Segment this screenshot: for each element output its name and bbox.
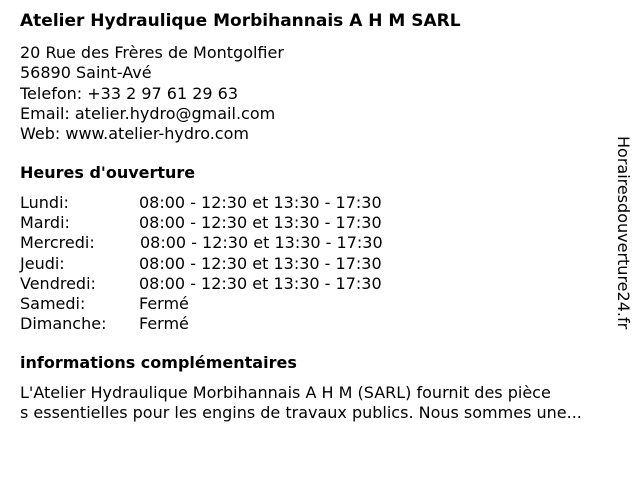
day-time: 08:00 - 12:30 et 13:30 - 17:30	[139, 193, 382, 212]
more-info-heading: informations complémentaires	[20, 353, 297, 372]
day-time: 08:00 - 12:30 et 13:30 - 17:30	[140, 233, 383, 253]
day-time: 08:00 - 12:30 et 13:30 - 17:30	[139, 273, 382, 293]
day-time: Fermé	[139, 293, 189, 313]
day-time: 08:00 - 12:30 et 13:30 - 17:30	[139, 213, 382, 233]
address-street: 20 Rue des Frères de Montgolfier	[20, 43, 284, 62]
day-time: Fermé	[139, 314, 189, 334]
day-label: Vendredi:	[20, 273, 96, 293]
day-label: Dimanche:	[20, 314, 107, 334]
description-text	[20, 383, 632, 424]
description-line: s essentielles pour les engins de travaux publics. Nous sommes une...	[20, 403, 582, 423]
hours-heading: Heures d'ouverture	[20, 163, 196, 182]
day-label: Samedi:	[20, 293, 86, 313]
day-time: 08:00 - 12:30 et 13:30 - 17:30	[139, 253, 382, 273]
site-watermark: Horairesdouverture24.fr	[614, 136, 633, 330]
phone-line: Telefon: +33 2 97 61 29 63	[20, 83, 239, 103]
day-label: Mardi:	[20, 213, 70, 233]
day-label: Lundi:	[20, 193, 69, 212]
email-line: Email: atelier.hydro@gmail.com	[20, 103, 276, 123]
day-label: Jeudi:	[20, 253, 65, 273]
business-name: Atelier Hydraulique Morbihannais A H M SARL	[20, 11, 461, 31]
day-label: Mercredi:	[20, 233, 95, 253]
contact-block	[20, 43, 284, 144]
address-city: 56890 Saint-Avé	[20, 63, 152, 83]
web-line: Web: www.atelier-hydro.com	[20, 124, 249, 144]
description-line: L'Atelier Hydraulique Morbihannais A H M (SARL) fournit des pièce	[20, 383, 551, 402]
